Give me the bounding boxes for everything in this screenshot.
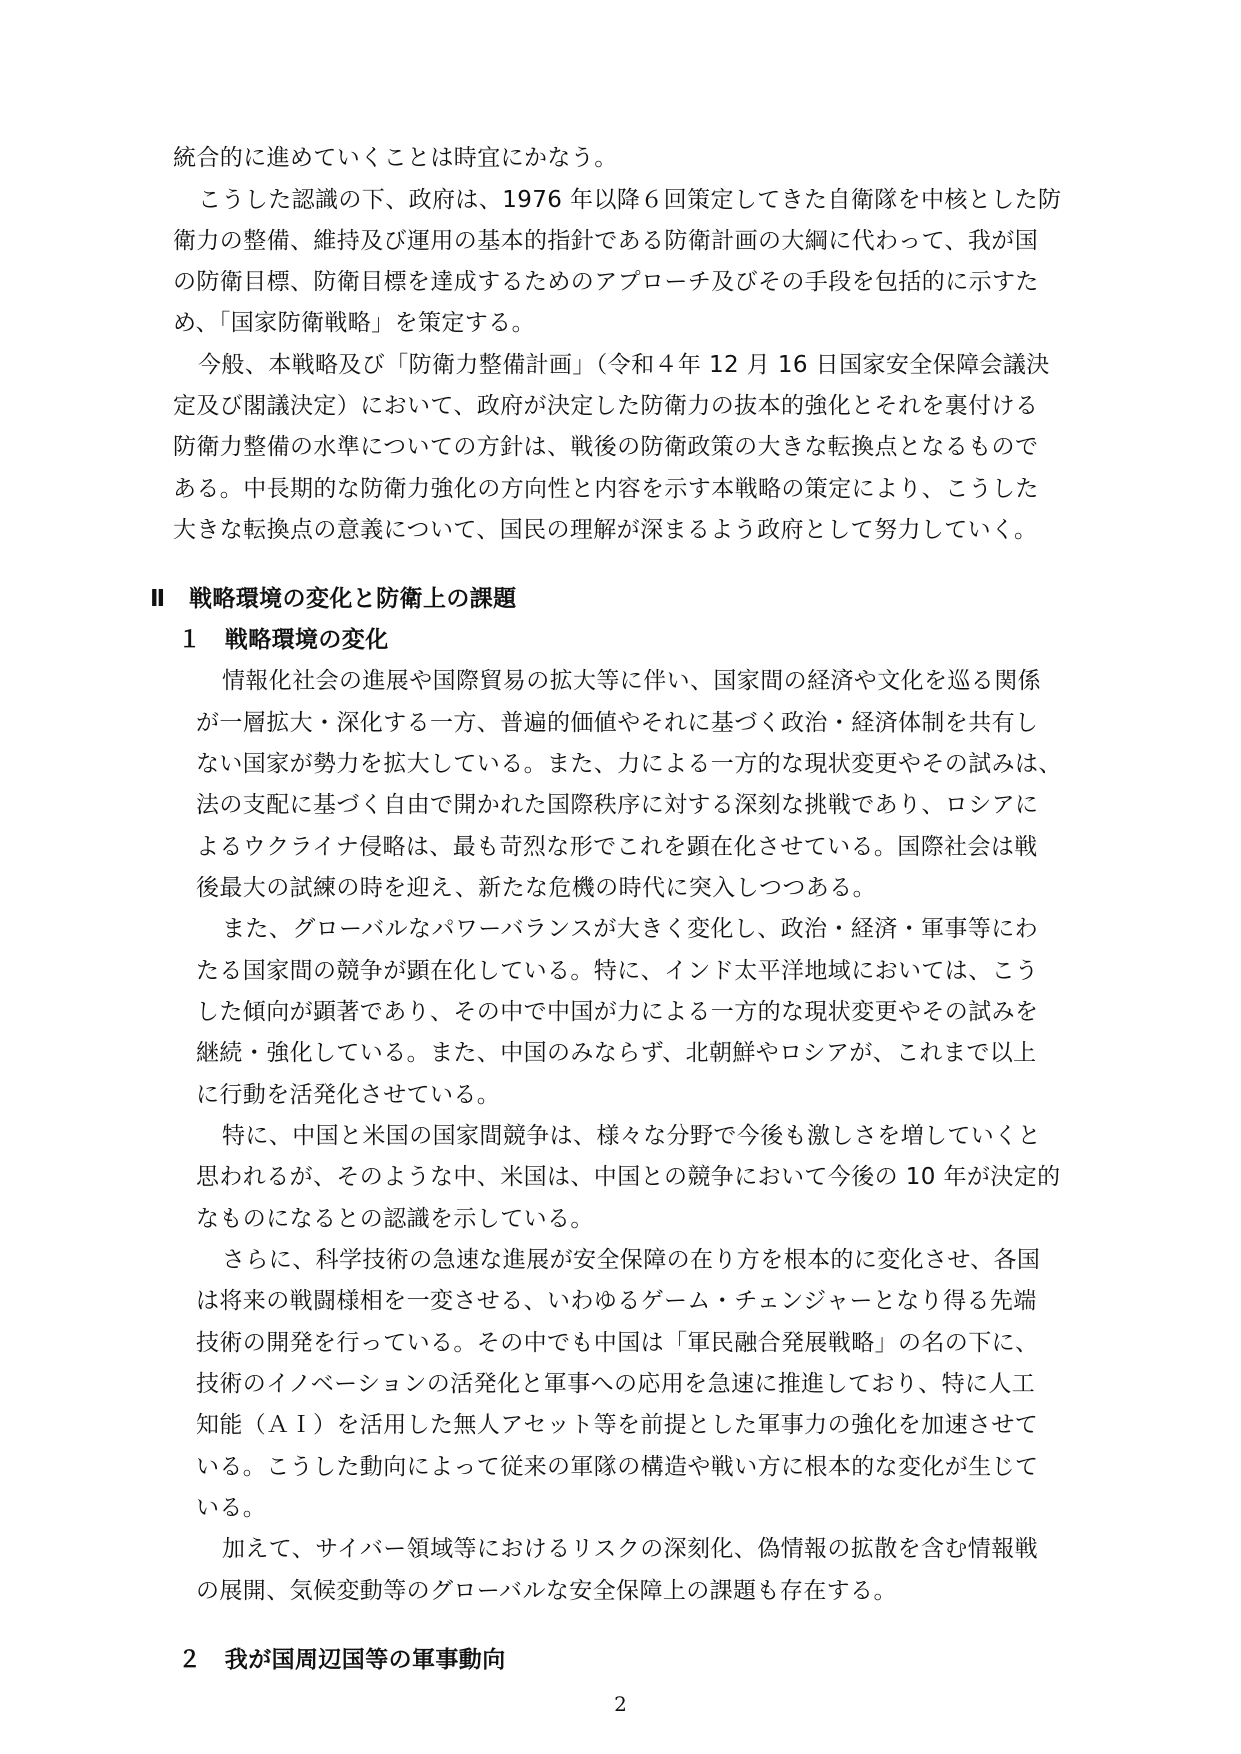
text-line: 技術の開発を行っている。その中でも中国は「軍民融合発展戦略」の名の下に、 [196, 1330, 1039, 1356]
text-line: さらに、科学技術の急速な進展が安全保障の在り方を根本的に変化させ、各国 [222, 1247, 1041, 1273]
text-line: 定及び閣議決定）において、政府が決定した防衛力の抜本的強化とそれを裏付ける [173, 393, 1039, 419]
text-line: よるウクライナ侵略は、最も苛烈な形でこれを顕在化させている。国際社会は戦 [196, 834, 1038, 860]
text-line: 統合的に進めていくことは時宜にかなう。 [173, 145, 618, 171]
text-line: いる。 [196, 1495, 267, 1521]
text-line: の展開、気候変動等のグローバルな安全保障上の課題も存在する。 [196, 1578, 897, 1604]
text-line: たる国家間の競争が顕在化している。特に、インド太平洋地域においては、こう [196, 958, 1039, 984]
text-line: 知能（ＡＩ）を活用した無人アセット等を前提とした軍事力の強化を加速させて [196, 1412, 1039, 1438]
text-line: 後最大の試練の時を迎え、新たな危機の時代に突入しつつある。 [196, 875, 876, 901]
text-line: なものになるとの認識を示している。 [196, 1206, 594, 1232]
text-line: 大きな転換点の意義について、国民の理解が深まるよう政府として努力していく。 [173, 517, 1038, 543]
text-line: 技術のイノベーションの活発化と軍事への応用を急速に推進しており、特に人工 [196, 1371, 1036, 1397]
text-line: 加えて、サイバー領域等におけるリスクの深刻化、偽情報の拡散を含む情報戦 [222, 1536, 1039, 1562]
text-line: に行動を活発化させている。 [196, 1082, 501, 1108]
text-line: が一層拡大・深化する一方、普遍的価値やそれに基づく政治・経済体制を共有し [196, 710, 1039, 736]
text-line: また、グローバルなパワーバランスが大きく変化し、政治・経済・軍事等にわ [222, 916, 1039, 942]
text-line: め、「国家防衛戦略」を策定する。 [173, 310, 535, 336]
text-line: 情報化社会の進展や国際貿易の拡大等に伴い、国家間の経済や文化を巡る関係 [222, 668, 1041, 694]
text-line: こうした認識の下、政府は、1976 年以降６回策定してきた自衛隊を中核とした防 [198, 187, 1062, 213]
text-line: 継続・強化している。また、中国のみならず、北朝鮮やロシアが、これまで以上 [196, 1040, 1037, 1066]
text-line: 防衛力整備の水準についての方針は、戦後の防衛政策の大きな転換点となるもので [173, 434, 1039, 460]
text-line: の防衛目標、防衛目標を達成するためのアプローチ及びその手段を包括的に示すた [173, 269, 1039, 295]
text-line: いる。こうした動向によって従来の軍隊の構造や戦い方に根本的な変化が生じて [196, 1454, 1039, 1480]
text-line: ある。中長期的な防衛力強化の方向性と内容を示す本戦略の策定により、こうした [173, 476, 1039, 502]
subsection-heading: １ 戦略環境の変化 [178, 627, 389, 653]
text-line: 法の支配に基づく自由で開かれた国際秩序に対する深刻な挑戦であり、ロシアに [196, 792, 1039, 818]
text-line: 今般、本戦略及び「防衛力整備計画」（令和４年 12 月 16 日国家安全保障会議決 [198, 352, 1050, 378]
text-line: 衛力の整備、維持及び運用の基本的指針である防衛計画の大綱に代わって、我が国 [173, 228, 1039, 254]
text-line: は将来の戦闘様相を一変させる、いわゆるゲーム・チェンジャーとなり得る先端 [196, 1288, 1037, 1314]
section-heading: Ⅱ 戦略環境の変化と防衛上の課題 [150, 586, 517, 612]
page-number: 2 [614, 1692, 627, 1716]
text-line: 思われるが、そのような中、米国は、中国との競争において今後の 10 年が決定的 [196, 1164, 1061, 1190]
subsection-heading: ２ 我が国周辺国等の軍事動向 [178, 1647, 506, 1673]
text-line: 特に、中国と米国の国家間競争は、様々な分野で今後も激しさを増していくと [222, 1123, 1041, 1149]
text-line: ない国家が勢力を拡大している。また、力による一方的な現状変更やその試みは、 [196, 751, 1062, 777]
text-line: した傾向が顕著であり、その中で中国が力による一方的な現状変更やその試みを [196, 999, 1039, 1025]
